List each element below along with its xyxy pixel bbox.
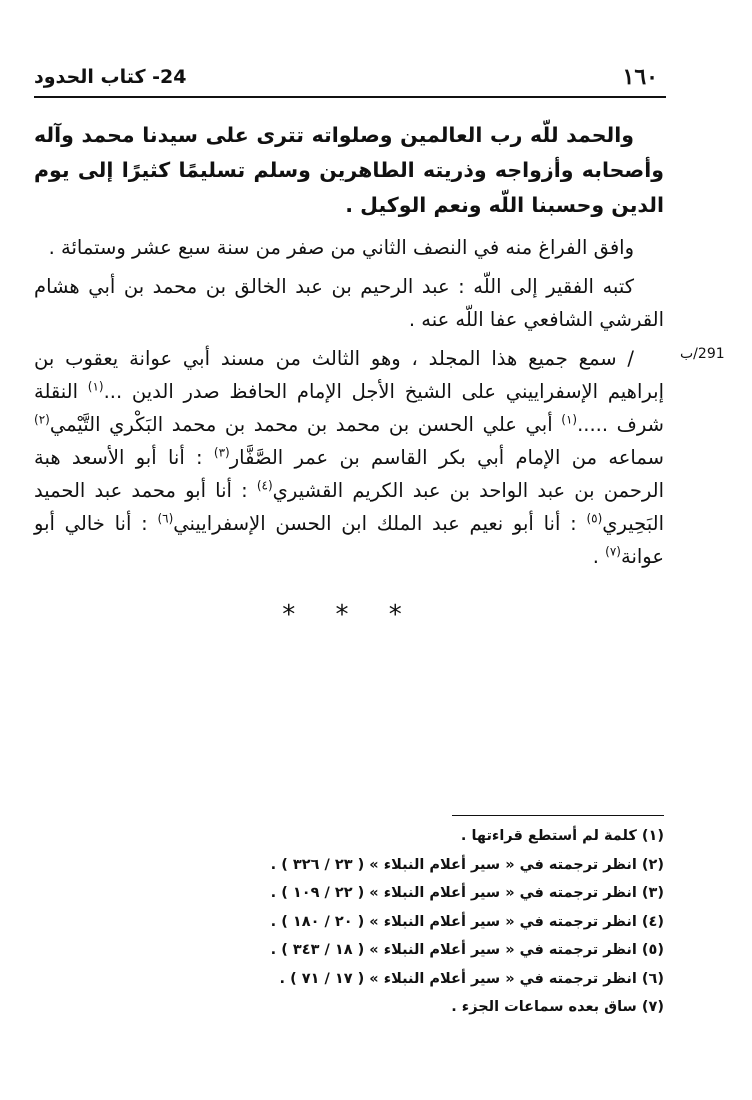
footnote-6: (٦) انظر ترجمته في « سير أعلام النبلاء » ( ١٧ / ٧١ ) . bbox=[279, 970, 664, 987]
samaa-text-6: : أنا أبو محمد عبد الحميد البَحِيري bbox=[34, 479, 665, 535]
footnote-4: (٤) انظر ترجمته في « سير أعلام النبلاء » ( ٢٠ / ١٨٠ ) . bbox=[270, 913, 664, 930]
footnote-ref-6[interactable]: (٦) bbox=[157, 511, 174, 526]
footnote-3: (٣) انظر ترجمته في « سير أعلام النبلاء » ( ٢٢ / ١٠٩ ) . bbox=[270, 885, 664, 901]
footnote-7: (٧) ساق بعده سماعات الجزء . bbox=[451, 999, 664, 1015]
footnote-ref-1b[interactable]: (١) bbox=[561, 412, 578, 427]
footnotes bbox=[270, 822, 664, 1022]
samaa-paragraph bbox=[34, 342, 664, 573]
samaa-text-7: : أنا أبو نعيم عبد الملك ابن الحسن الإسفراييني bbox=[173, 512, 587, 535]
page-number: ١٦٠ bbox=[622, 64, 658, 90]
footnote-ref-5[interactable]: (٥) bbox=[586, 511, 603, 526]
footnote-ref-1[interactable]: (١) bbox=[87, 379, 104, 394]
main-text bbox=[34, 118, 664, 579]
manuscript-folio-marker: 291/ب bbox=[680, 346, 725, 362]
book-title: 24- كتاب الحدود bbox=[34, 66, 187, 88]
footnote-ref-3[interactable]: (٣) bbox=[213, 445, 230, 460]
samaa-text-5: : أنا أبو الأسعد هبة الرحمن بن عبد الواحد بن عبد الكريم القشيري bbox=[34, 446, 664, 502]
samaa-text-8: : أنا خالي أبو عوانة bbox=[34, 512, 664, 568]
footnote-ref-7[interactable]: (٧) bbox=[605, 544, 621, 559]
scribe-paragraph: كتبه الفقير إلى اللّه : عبد الرحيم بن عبد الخالق بن محمد بن أبي هشام القرشي الشافعي عفا اللّه عنه . bbox=[34, 275, 664, 331]
samaa-text-1: / سمع جميع هذا المجلد ، وهو الثالث من مسند أبي عوانة يعقوب بن إبراهيم الإسفراييني على الشيخ الأجل الإمام الحافظ صدر الدين ... bbox=[34, 347, 664, 403]
footnote-2: (٢) انظر ترجمته في « سير أعلام النبلاء » ( ٢٣ / ٣٢٦ ) . bbox=[270, 856, 664, 873]
footnote-5: (٥) انظر ترجمته في « سير أعلام النبلاء » ( ١٨ / ٣٤٣ ) . bbox=[270, 942, 664, 958]
closing-paragraph: والحمد للّه رب العالمين وصلواته تترى على سيدنا محمد وآله وأصحابه وأزواجه وذريته الطاهرين وسلم تسليمًا كثيرًا إلى يوم الدين وحسبنا اللّه ونعم الوكيل . bbox=[34, 123, 664, 217]
footnote-ref-4[interactable]: (٤) bbox=[256, 478, 273, 493]
samaa-text-3: أبي علي الحسن بن محمد بن محمد بن محمد البَكْري التَّيْمي bbox=[49, 413, 562, 436]
samaa-text-4: سماعه من الإمام أبي بكر القاسم بن عمر الصَّفَّار bbox=[229, 446, 664, 469]
colophon-date: وافق الفراغ منه في النصف الثاني من صفر من سنة سبع عشر وستمائة . bbox=[48, 236, 634, 259]
samaa-text-2: النقلة شرف ..... bbox=[34, 380, 664, 436]
footnote-rule bbox=[452, 815, 664, 816]
running-header bbox=[34, 62, 664, 92]
samaa-text-9: . bbox=[592, 545, 606, 568]
section-separator: * * * bbox=[282, 600, 418, 630]
footnote-ref-2[interactable]: (٢) bbox=[34, 412, 50, 427]
header-rule bbox=[34, 96, 666, 98]
footnote-1: (١) كلمة لم أستطع قراءتها . bbox=[460, 828, 664, 844]
